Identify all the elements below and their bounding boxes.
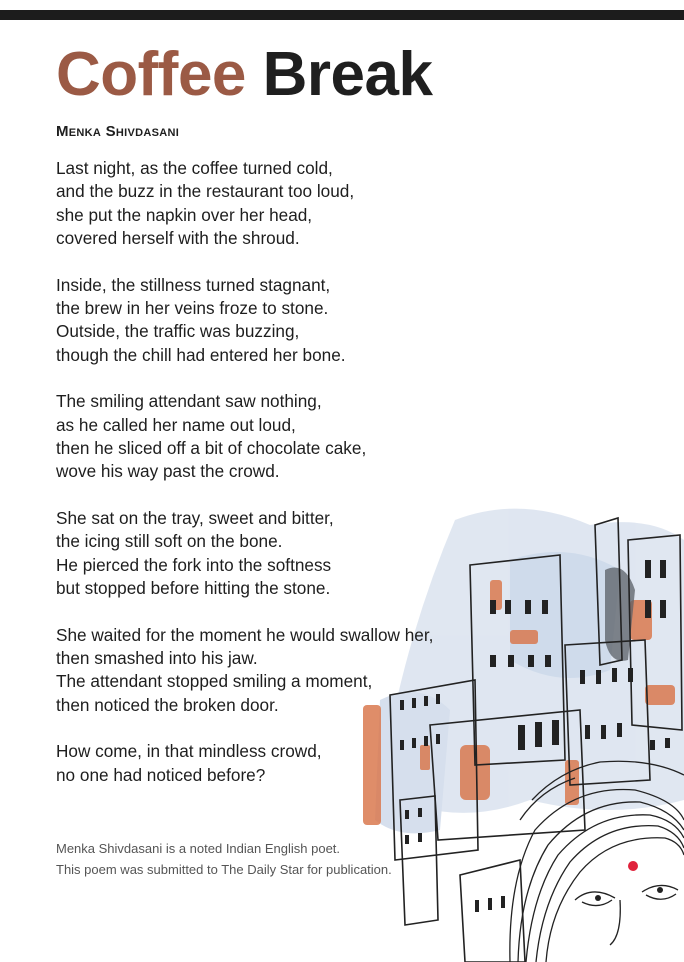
page-title [56,40,433,109]
poem-line: then he sliced off a bit of chocolate cake, [56,438,367,459]
poem-line: covered herself with the shroud. [56,228,300,249]
poem-line: as he called her name out loud, [56,414,296,435]
poem-line: the brew in her veins froze to stone. [56,298,329,319]
poem-line: wove his way past the crowd. [56,461,280,482]
poem-line: She waited for the moment he would swallow her, [56,624,434,645]
poem-line: then smashed into his jaw. [56,647,258,668]
stanza-3 [56,390,486,484]
author-note [56,838,392,880]
poem-line: The attendant stopped smiling a moment, [56,671,373,692]
poem-line: then noticed the broken door. [56,694,279,715]
title-word-break: Break [262,40,433,109]
stanza-5 [56,624,486,718]
stanza-4 [56,507,486,601]
author-note-line-1: Menka Shivdasani is a noted Indian English poet. [56,841,341,856]
poem-line: She sat on the tray, sweet and bitter, [56,507,334,528]
poem-line: though the chill had entered her bone. [56,344,346,365]
stanza-1 [56,157,486,251]
poem-line: Last night, as the coffee turned cold, [56,158,333,178]
poem-body [56,157,486,810]
poem-line: but stopped before hitting the stone. [56,578,331,599]
title-word-coffee: Coffee [56,40,246,109]
poem-line: she put the napkin over her head, [56,204,313,225]
poem-line: Inside, the stillness turned stagnant, [56,274,331,295]
bindi-mark [628,861,638,871]
top-rule [0,10,684,20]
poem-line: The smiling attendant saw nothing, [56,391,322,412]
poem-line: no one had noticed before? [56,764,266,785]
author-note-line-2: This poem was submitted to The Daily Star for publication. [56,862,392,877]
poem-line: and the buzz in the restaurant too loud, [56,181,355,202]
poem-line: Outside, the traffic was buzzing, [56,321,300,342]
stanza-6 [56,740,486,787]
poem-line: How come, in that mindless crowd, [56,741,322,762]
author-byline: Menka Shivdasani [56,123,180,140]
poem-line: the icing still soft on the bone. [56,531,283,552]
stanza-2 [56,274,486,368]
poem-line: He pierced the fork into the softness [56,554,332,575]
